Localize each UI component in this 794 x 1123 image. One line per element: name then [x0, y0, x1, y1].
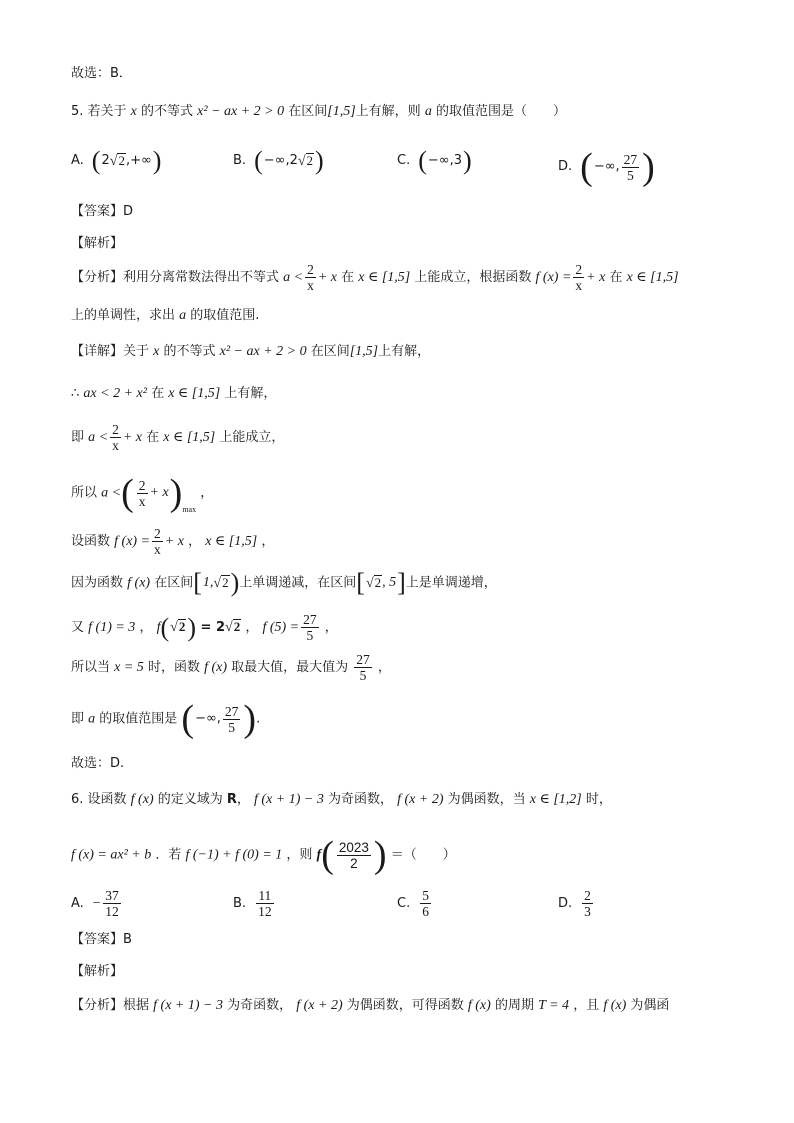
text-run: 的不等式	[136, 104, 198, 119]
fraction-denominator: x	[138, 493, 146, 509]
fraction-numerator: 27	[623, 151, 638, 167]
q5-analysis-1	[71, 262, 679, 293]
bracket-group	[193, 570, 239, 596]
text-run: 又	[71, 620, 89, 635]
text-run: 为偶函数，当	[443, 792, 530, 807]
text-run: 为奇函数，	[323, 792, 398, 807]
math-run: f	[156, 620, 161, 635]
math-run: x ∈ [1,5]	[626, 270, 679, 285]
fraction-numerator: 27	[356, 652, 370, 667]
q5-answer	[71, 202, 133, 222]
text-run: 为偶函	[626, 998, 670, 1013]
fraction-denominator: 6	[422, 904, 429, 919]
fraction-denominator: 2	[350, 855, 358, 871]
math-run: f (x) =	[114, 534, 151, 549]
option-label: C.	[397, 153, 411, 168]
text-run: 上能成立，根据函数	[410, 270, 536, 285]
bracket-content	[202, 573, 231, 594]
text-run: 为偶函数，可得函数	[342, 998, 468, 1013]
answer-option	[233, 888, 276, 919]
text-run: 5. 若关于	[71, 104, 131, 119]
math-run: + x	[586, 270, 606, 285]
text-run: −∞,3	[427, 153, 463, 168]
math-run: −	[91, 895, 102, 911]
text-run: = 2	[196, 620, 225, 635]
text-run: 【详解】关于	[71, 344, 154, 359]
text-run: ∴	[71, 386, 84, 401]
option-label: B.	[233, 153, 247, 168]
text-run: ，且	[569, 998, 604, 1013]
radical-sign: √	[213, 575, 222, 591]
q6-stem-1	[71, 790, 612, 810]
text-run: 所以当	[71, 660, 115, 675]
fraction	[582, 888, 593, 919]
text-run: 时，	[581, 792, 612, 807]
fraction-numerator: 27	[224, 703, 239, 719]
q5-detail-2	[71, 384, 276, 404]
fraction-numerator: 2	[138, 477, 146, 493]
text-run: −∞,	[593, 159, 620, 174]
fraction	[137, 478, 148, 509]
math-run: f	[316, 847, 322, 863]
answer-option	[558, 888, 595, 919]
q5-detail-3	[71, 422, 284, 453]
math-run: x² − ax + 2 > 0	[197, 104, 285, 119]
fraction	[337, 840, 371, 871]
radical-sign: √	[297, 153, 306, 169]
fraction-numerator: 2	[584, 888, 591, 903]
left-bracket: (	[418, 146, 427, 175]
math-run: x ∈ [1,5]	[205, 534, 258, 549]
text-run: 故选：D.	[71, 756, 125, 771]
fraction-denominator: 5	[228, 719, 236, 735]
bracket-content	[100, 151, 152, 172]
text-run: ．若	[151, 847, 186, 863]
fraction	[103, 888, 121, 919]
text-run: 即	[71, 711, 89, 727]
fraction	[420, 888, 431, 919]
fraction-numerator: 37	[105, 888, 119, 903]
text-run: 上是单调递增，	[405, 575, 497, 591]
text-run: 上单调递减，在区间	[239, 575, 357, 591]
square-root	[298, 151, 314, 172]
text-run: 所以	[71, 485, 102, 501]
text-run: 的不等式	[159, 344, 220, 359]
answer-option	[397, 888, 433, 919]
text-run: ，则	[282, 847, 317, 863]
bracket-group	[160, 612, 196, 642]
fraction-denominator: 12	[258, 904, 272, 919]
text-run: 6. 设函数	[71, 792, 131, 807]
bracket-content	[169, 617, 187, 638]
radicand: 2	[374, 574, 382, 590]
right-bracket: )	[463, 146, 472, 175]
bracket-group	[356, 570, 406, 596]
text-run: ，	[241, 620, 263, 635]
fraction-numerator: 2023	[338, 839, 369, 855]
math-run: + x	[149, 485, 169, 500]
math-run: f (x + 1) − 3	[153, 998, 223, 1013]
fraction	[152, 526, 163, 557]
fraction-numerator: 2	[575, 262, 583, 277]
text-run: ，	[135, 620, 157, 635]
fraction	[305, 262, 316, 293]
bracket-group	[580, 148, 655, 186]
q5-detail-6	[71, 570, 497, 596]
math-run: x ∈ [1,5]	[358, 270, 411, 285]
radicand: 2	[118, 152, 125, 168]
radicand: 2	[178, 619, 186, 634]
math-run: f (x + 2)	[296, 998, 343, 1013]
text-run: 【分析】利用分离常数法得出不等式	[71, 270, 284, 285]
math-run: 1,	[202, 575, 214, 590]
text-run: −∞,	[195, 711, 221, 726]
fraction-denominator: 12	[105, 904, 119, 919]
text-run: ，	[196, 485, 214, 501]
left-bracket: (	[160, 612, 170, 642]
option-label: D.	[558, 159, 573, 174]
q5-stem	[71, 102, 566, 122]
square-root	[225, 619, 241, 634]
left-bracket: (	[91, 146, 101, 175]
fraction-denominator: 5	[306, 628, 314, 643]
option-label: B.	[233, 895, 247, 911]
math-run: f (x + 2)	[397, 792, 444, 807]
subscript: max	[182, 505, 197, 514]
left-bracket: [	[356, 568, 365, 597]
radicand: 2	[222, 574, 229, 590]
bracket-content	[427, 151, 463, 171]
fraction-denominator: x	[112, 438, 119, 453]
text-run: 上有解，则	[355, 104, 425, 119]
fraction-denominator: x	[154, 542, 161, 557]
fraction-numerator: 11	[256, 888, 274, 904]
text-run: 时，函数	[143, 660, 205, 675]
q5-detail-7	[71, 612, 338, 643]
math-run: a	[88, 711, 96, 727]
radical-sign: √	[365, 575, 374, 591]
answer-option	[558, 148, 655, 186]
fraction-numerator: 27	[303, 612, 317, 627]
math-run: ax < 2 + x²	[83, 386, 147, 401]
fraction-numerator: 2	[154, 526, 161, 541]
option-label: C.	[397, 895, 411, 911]
text-run: 的周期	[490, 998, 539, 1013]
right-bracket: )	[230, 568, 240, 597]
math-run: [1,5]	[349, 344, 379, 359]
text-run: 在区间	[284, 104, 328, 119]
bracket-group	[121, 474, 196, 512]
text-run: 即	[71, 430, 89, 445]
q5-detail-4	[71, 474, 213, 512]
q6-answer	[71, 930, 132, 950]
math-run: f (x)	[204, 660, 228, 675]
q5-conclusion	[71, 754, 124, 774]
math-run: f (x)	[127, 575, 151, 591]
text-run: ，	[373, 660, 391, 675]
text-run: 在区间	[306, 344, 350, 359]
fraction-denominator: 3	[584, 904, 591, 919]
q5-jiexi	[71, 234, 123, 254]
math-run: x ∈ [1,2]	[529, 792, 582, 807]
bracket-group	[181, 700, 256, 738]
math-run: + x	[164, 534, 184, 549]
text-run: 为奇函数，	[222, 998, 297, 1013]
text-run: ，	[183, 534, 206, 549]
text-run: 在	[605, 270, 627, 285]
option-label: A.	[71, 153, 84, 168]
text-run: 在	[146, 386, 169, 401]
left-bracket: (	[580, 146, 593, 188]
q5-detail-9	[71, 700, 260, 738]
text-run: 在	[142, 430, 164, 445]
math-run: [1,5]	[327, 104, 356, 119]
text-run: 【答案】D	[71, 204, 134, 219]
left-bracket: [	[193, 568, 202, 597]
q5-detail-8	[71, 652, 391, 683]
q5-detail-1	[71, 342, 430, 362]
math-run: , 5	[382, 575, 397, 590]
math-run: x	[130, 104, 137, 119]
answer-option	[71, 888, 123, 919]
text-run: 的取值范围是	[95, 711, 182, 727]
text-run: 故选：B．	[71, 66, 132, 81]
text-run: 上有解，	[220, 386, 277, 401]
fraction-denominator: 5	[627, 167, 634, 183]
text-run: 上有解，	[378, 344, 431, 359]
math-run: + x	[317, 270, 338, 285]
q6-jiexi	[71, 962, 123, 982]
bracket-content	[194, 704, 243, 735]
q6-analysis-1	[71, 996, 669, 1016]
text-run: 上的单调性，求出	[71, 308, 180, 323]
left-bracket: (	[121, 472, 134, 514]
math-run: x ∈ [1,5]	[168, 386, 221, 401]
answer-option	[233, 148, 324, 174]
text-run: .	[256, 711, 261, 727]
text-run: 上能成立，	[215, 430, 285, 445]
text-run: 在区间	[150, 575, 194, 591]
right-bracket: )	[642, 146, 655, 188]
right-bracket: )	[152, 146, 162, 175]
right-bracket: )	[187, 612, 196, 642]
text-run: 【解析】	[71, 964, 124, 979]
fraction-numerator: 2	[112, 422, 119, 437]
math-run: x	[153, 344, 160, 359]
radical-sign: √	[225, 620, 233, 635]
text-run: 【答案】B	[71, 932, 132, 947]
left-bracket: (	[254, 146, 263, 175]
math-run: a	[424, 104, 432, 119]
math-run: a	[179, 308, 187, 323]
text-run: ，	[320, 620, 338, 635]
fraction-numerator: 5	[422, 888, 429, 903]
text-run: ＝（ ）	[386, 847, 456, 863]
text-run: 的定义域为	[153, 792, 227, 807]
q6-stem-2	[71, 836, 456, 874]
math-run: f (x) = ax² + b	[71, 847, 152, 863]
radical-sign: √	[109, 153, 118, 169]
math-run: f (x) =	[535, 270, 572, 285]
text-run: 【解析】	[71, 236, 124, 251]
text-run: 在	[337, 270, 359, 285]
square-root	[110, 151, 126, 172]
option-label: D.	[558, 895, 573, 911]
math-run: a <	[101, 485, 122, 501]
text-run: ，	[236, 792, 255, 807]
bracket-content	[334, 840, 374, 871]
answer-option	[397, 148, 472, 174]
bracket-content	[593, 152, 642, 183]
square-root	[213, 573, 229, 594]
radical-sign: √	[170, 620, 178, 635]
math-run: x = 5	[114, 660, 144, 675]
square-root	[366, 573, 382, 594]
bracket-content	[263, 151, 315, 172]
text-run: ，	[257, 534, 275, 549]
bracket-group	[92, 148, 162, 174]
prev-conclusion	[71, 64, 132, 84]
right-bracket: )	[373, 834, 387, 876]
text-run: ,+∞	[125, 153, 152, 168]
q5-analysis-2	[71, 306, 259, 326]
math-run: f (x)	[603, 998, 627, 1013]
text-run: −∞,2	[263, 153, 298, 168]
text-run: 的取值范围是（ ）	[431, 104, 566, 119]
square-root	[170, 617, 186, 638]
fraction	[354, 652, 372, 683]
bracket-group	[418, 148, 471, 174]
q5-detail-5	[71, 526, 274, 557]
q5-options	[71, 148, 731, 188]
math-run: x² − ax + 2 > 0	[219, 344, 307, 359]
bracket-content	[134, 478, 170, 509]
right-bracket: ]	[397, 568, 406, 597]
text-run: 的取值范围.	[186, 308, 260, 323]
math-run: f (−1) + f (0) = 1	[185, 847, 283, 863]
math-run: f (x)	[467, 998, 491, 1013]
bracket-group	[254, 148, 324, 174]
text-run: 因为函数	[71, 575, 128, 591]
fraction	[622, 152, 640, 183]
q6-options	[71, 888, 731, 928]
text-run: 【分析】根据	[71, 998, 154, 1013]
math-run: a <	[283, 270, 304, 285]
right-bracket: )	[315, 146, 324, 175]
option-label: A.	[71, 895, 84, 911]
math-run: a <	[88, 430, 109, 445]
answer-option	[71, 148, 161, 174]
right-bracket: )	[243, 698, 257, 740]
fraction	[110, 422, 121, 453]
fraction	[573, 262, 584, 293]
math-run: f (1) = 3	[88, 620, 136, 635]
math-run: f (x + 1) − 3	[254, 792, 324, 807]
bracket-group	[321, 836, 386, 874]
math-run: x ∈ [1,5]	[163, 430, 216, 445]
radicand: 2	[233, 619, 241, 634]
text-run: 设函数	[71, 534, 115, 549]
math-run: f (x)	[130, 792, 154, 807]
math-run: T = 4	[538, 998, 570, 1013]
left-bracket: (	[321, 834, 334, 876]
text-run: R	[226, 792, 237, 807]
text-run: 取最大值，最大值为	[227, 660, 353, 675]
text-run: 2	[101, 153, 110, 168]
right-bracket: )	[169, 472, 183, 514]
math-run: f (5) =	[262, 620, 300, 635]
fraction-denominator: 5	[359, 668, 367, 683]
math-run: + x	[122, 430, 143, 445]
radicand: 2	[306, 152, 314, 168]
fraction	[256, 888, 274, 919]
left-bracket: (	[181, 698, 195, 740]
fraction-denominator: x	[575, 278, 583, 293]
fraction-numerator: 2	[307, 262, 314, 277]
fraction	[301, 612, 319, 643]
bracket-content	[365, 573, 397, 594]
fraction-denominator: x	[307, 278, 314, 293]
fraction	[223, 704, 241, 735]
